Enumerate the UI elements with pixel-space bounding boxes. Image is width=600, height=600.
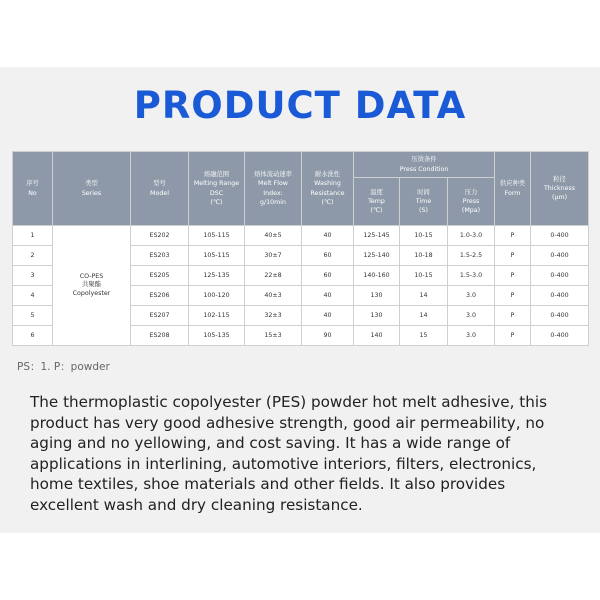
header-press-condition: 压烫条件 Press Condition <box>354 152 495 178</box>
cell-mfi: 30±7 <box>245 246 302 266</box>
cell-press: 3.0 <box>448 326 495 346</box>
cell-no: 4 <box>13 286 53 306</box>
cell-mfi: 15±3 <box>245 326 302 346</box>
header-press: 压力 Press (Mpa) <box>448 178 495 226</box>
product-description: The thermoplastic copolyester (PES) powder hot melt adhesive, this product has very good adhesive strength, good air permeability, no aging and no yellowing, and cost saving. It has a wide range of applications in interlining, automotive interiors, filters, electronics, home textiles, shoe materials and other fields. It also provides excellent wash and dry cleaning resistance. <box>30 393 547 514</box>
cell-melting: 125-135 <box>189 266 245 286</box>
cell-no: 5 <box>13 306 53 326</box>
cell-melting: 105-115 <box>189 246 245 266</box>
cell-thickness: 0-400 <box>531 326 589 346</box>
ps-note: PS：1. P：powder <box>17 361 110 373</box>
cell-temp: 140-160 <box>354 266 400 286</box>
cell-thickness: 0-400 <box>531 246 589 266</box>
cell-washing: 40 <box>302 226 354 246</box>
header-series: 类型 Series <box>53 152 131 226</box>
cell-melting: 105-135 <box>189 326 245 346</box>
cell-model: ES202 <box>131 226 189 246</box>
cell-temp: 130 <box>354 286 400 306</box>
table-row <box>13 226 589 246</box>
cell-press: 1.0-3.0 <box>448 226 495 246</box>
cell-temp: 125-145 <box>354 226 400 246</box>
cell-form: P <box>495 326 531 346</box>
cell-time: 15 <box>400 326 448 346</box>
cell-time: 10-15 <box>400 266 448 286</box>
cell-time: 10-18 <box>400 246 448 266</box>
product-data-table <box>12 151 589 346</box>
cell-washing: 60 <box>302 246 354 266</box>
cell-thickness: 0-400 <box>531 266 589 286</box>
cell-press: 3.0 <box>448 286 495 306</box>
cell-no: 6 <box>13 326 53 346</box>
cell-model: ES205 <box>131 266 189 286</box>
cell-form: P <box>495 226 531 246</box>
cell-washing: 40 <box>302 286 354 306</box>
cell-time: 10-15 <box>400 226 448 246</box>
cell-mfi: 40±5 <box>245 226 302 246</box>
cell-temp: 140 <box>354 326 400 346</box>
cell-washing: 60 <box>302 266 354 286</box>
header-no: 序号 No <box>13 152 53 226</box>
cell-melting: 102-115 <box>189 306 245 326</box>
cell-press: 3.0 <box>448 306 495 326</box>
cell-no: 1 <box>13 226 53 246</box>
cell-model: ES206 <box>131 286 189 306</box>
cell-temp: 130 <box>354 306 400 326</box>
cell-form: P <box>495 286 531 306</box>
cell-model: ES208 <box>131 326 189 346</box>
cell-mfi: 40±3 <box>245 286 302 306</box>
cell-model: ES203 <box>131 246 189 266</box>
cell-mfi: 32±3 <box>245 306 302 326</box>
cell-washing: 90 <box>302 326 354 346</box>
cell-thickness: 0-400 <box>531 226 589 246</box>
cell-temp: 125-140 <box>354 246 400 266</box>
cell-press: 1.5-3.0 <box>448 266 495 286</box>
cell-no: 3 <box>13 266 53 286</box>
header-form: 供应种类 Form <box>495 152 531 226</box>
header-melt-flow-index: 熔体流动速率 Melt Flow Index: g/10min <box>245 152 302 226</box>
cell-form: P <box>495 306 531 326</box>
cell-press: 1.5-2.5 <box>448 246 495 266</box>
header-washing-resistance: 耐水洗性 Washing Resistance (℃) <box>302 152 354 226</box>
page-title: PRODUCT DATA <box>133 84 467 127</box>
cell-form: P <box>495 246 531 266</box>
header-melting-range: 熔融范围 Melting Range DSC (℃) <box>189 152 245 226</box>
cell-melting: 105-115 <box>189 226 245 246</box>
cell-thickness: 0-400 <box>531 306 589 326</box>
header-time: 时间 Time (S) <box>400 178 448 226</box>
cell-washing: 40 <box>302 306 354 326</box>
cell-mfi: 22±8 <box>245 266 302 286</box>
cell-time: 14 <box>400 306 448 326</box>
header-model: 型号 Model <box>131 152 189 226</box>
cell-no: 2 <box>13 246 53 266</box>
cell-form: P <box>495 266 531 286</box>
cell-model: ES207 <box>131 306 189 326</box>
cell-thickness: 0-400 <box>531 286 589 306</box>
cell-melting: 100-120 <box>189 286 245 306</box>
header-thickness: 粒径 Thickness (μm) <box>531 152 589 226</box>
cell-time: 14 <box>400 286 448 306</box>
header-temp: 温度 Temp (℃) <box>354 178 400 226</box>
cell-series: CO-PES 共聚酯 Copolyester <box>53 226 131 346</box>
